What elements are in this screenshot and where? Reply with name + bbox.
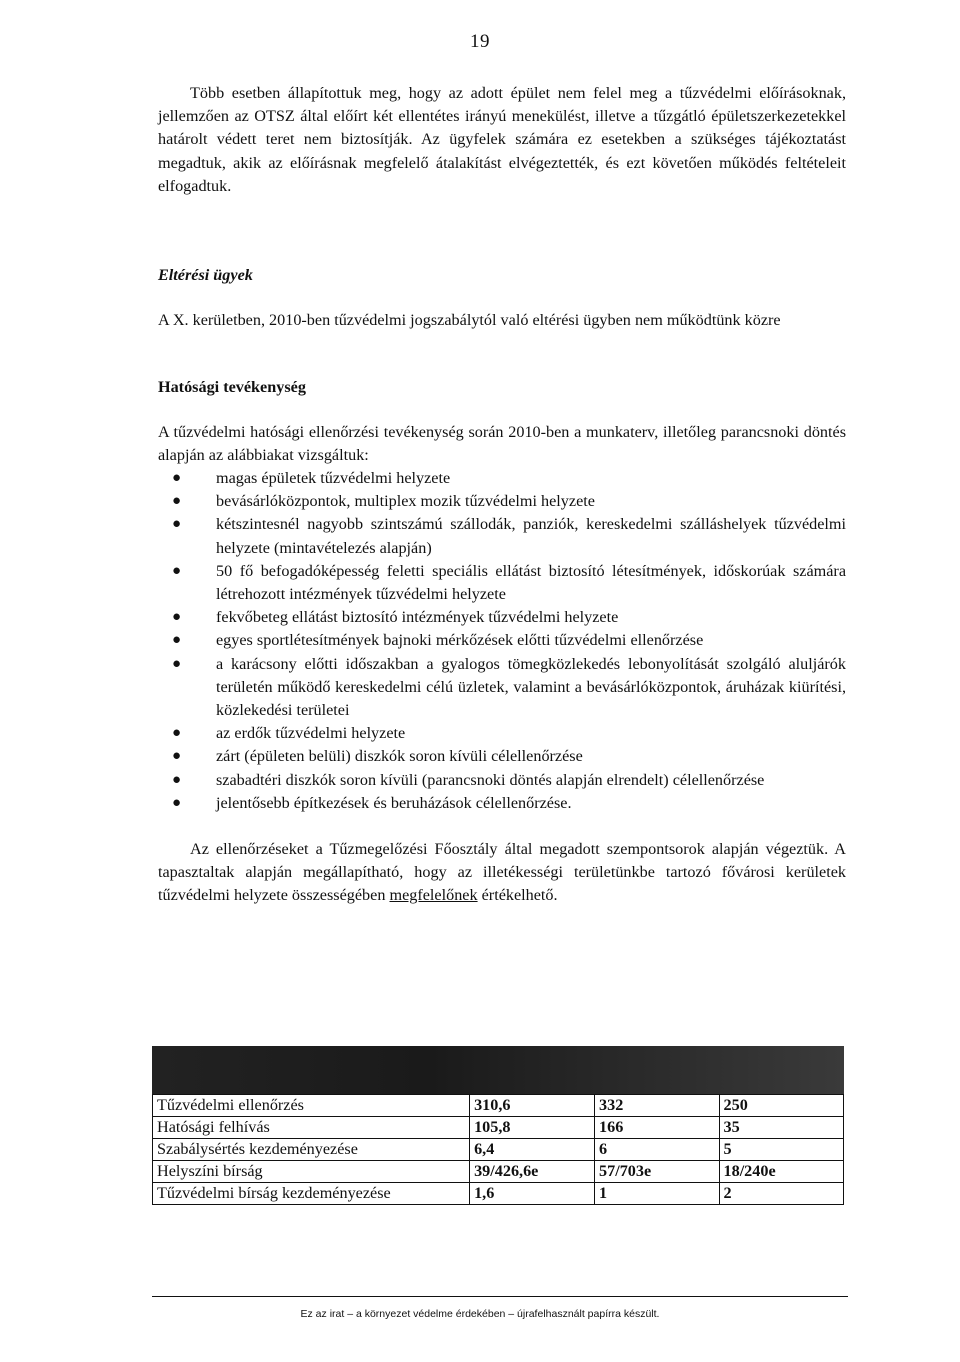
cell-value: 6 [595,1139,719,1161]
cell-value: 310,6 [470,1095,595,1117]
bullet-icon: ● [172,725,182,742]
table-row [153,1183,844,1205]
cell-value: 18/240e [719,1161,844,1183]
list-item [158,722,846,745]
list-item [158,467,846,490]
row-label: Tűzvédelmi ellenőrzés [153,1095,470,1117]
list-item-text: fekvőbeteg ellátást biztosító intézmények tűzvédelmi helyzete [216,608,619,627]
list-item [158,560,846,606]
footer-divider [152,1296,848,1297]
bullet-icon: ● [172,516,182,533]
table-row [153,1161,844,1183]
list-item [158,629,846,652]
spacer [158,815,846,838]
hatosagi-intro: A tűzvédelmi hatósági ellenőrzési tevékenység során 2010-ben a munkaterv, illetőleg parancsnoki döntés alapján az alábbiakat vizsgáltuk: [158,422,846,464]
list-item-text: kétszintesnél nagyobb szintszámú szállodák, panziók, kereskedelmi szálláshelyek tűzvédelmi helyzete (mintavételezés alapján) [216,515,846,557]
spacer [158,287,846,309]
table-header-band [152,1046,844,1094]
bullet-icon: ● [172,771,182,788]
list-item-text: szabadtéri diszkók soron kívüli (parancsnoki döntés alapján elrendelt) célellenőrzése [216,770,765,789]
list-item [158,490,846,513]
cell-value: 2 [719,1183,844,1205]
bullet-icon: ● [172,562,182,579]
bullet-icon: ● [172,655,182,672]
cell-value: 6,4 [470,1139,595,1161]
table-row [153,1139,844,1161]
bullet-icon: ● [172,609,182,626]
cell-value: 39/426,6e [470,1161,595,1183]
elteresi-text: A X. kerületben, 2010-ben tűzvédelmi jogszabálytól való eltérési ügyben nem működtünk közre [158,311,781,330]
list-item [158,792,846,815]
list-item-text: egyes sportlétesítmények bajnoki mérkőzések előtti tűzvédelmi ellenőrzése [216,631,704,650]
bullet-icon: ● [172,493,182,510]
list-item-text: magas épületek tűzvédelmi helyzete [216,469,451,488]
cell-value: 35 [719,1117,844,1139]
list-item [158,653,846,723]
list-item [158,745,846,768]
statistics-table [152,1046,844,1205]
closing-text-end: értékelhető. [477,886,558,905]
data-table [152,1094,844,1205]
closing-text: Az ellenőrzéseket a Tűzmegelőzési Főosztály által megadott szempontsorok alapján végeztük. A tapasztaltak alapján megállapítható, hogy az illetékességi területünkbe tartozó fővárosi kerületek tűzvédelmi helyzete összességében [158,840,846,905]
row-label: Szabálysértés kezdeményezése [153,1139,470,1161]
intro-paragraph: Több esetben állapítottuk meg, hogy az adott épület nem felel meg a tűzvédelmi előírásoknak, jellemzően az OTSZ által előírt két ellentétes irányú menekülést, illetve a tűzgátló épületszerkezetekkel határolt védett teret nem biztosítják. Az ügyfelek számára ez esetekben a szükséges tájékoztatást megadtuk, akik az előírásnak megfelelő átalakítást elvégeztették, és ezt követően működés feltételeit elfogadtuk. [158,84,846,195]
inspection-list [158,467,846,815]
cell-value: 250 [719,1095,844,1117]
hatosagi-title: Hatósági tevékenység [158,378,306,397]
cell-value: 105,8 [470,1117,595,1139]
list-item-text: bevásárlóközpontok, multiplex mozik tűzvédelmi helyzete [216,492,595,511]
closing-underlined: megfelelőnek [389,886,478,905]
spacer [158,400,846,421]
closing-paragraph [158,838,846,908]
table-row [153,1117,844,1139]
elteresi-title: Eltérési ügyek [158,266,253,285]
cell-value: 5 [719,1139,844,1161]
spacer [158,332,846,376]
cell-value: 1,6 [470,1183,595,1205]
spacer [158,198,846,264]
cell-value: 57/703e [595,1161,719,1183]
bullet-icon: ● [172,748,182,765]
bullet-icon: ● [172,470,182,487]
footer-note: Ez az irat – a környezet védelme érdekében – újrafelhasznált papírra készült. [300,1308,660,1320]
row-label: Hatósági felhívás [153,1117,470,1139]
list-item [158,769,846,792]
list-item [158,606,846,629]
table-row [153,1095,844,1117]
page-number: 19 [470,31,490,52]
cell-value: 1 [595,1183,719,1205]
list-item-text: jelentősebb építkezések és beruházások célellenőrzése. [216,793,572,812]
cell-value: 166 [595,1117,719,1139]
row-label: Tűzvédelmi bírság kezdeményezése [153,1183,470,1205]
list-item [158,513,846,559]
row-label: Helyszíni bírság [153,1161,470,1183]
list-item-text: a karácsony előtti időszakban a gyalogos tömegközlekedés lebonyolítását szolgáló aluljárók területén működő kereskedelmi célú üzletek, valamint a bevásárlóközpontok, áruházak kiürítési, közlekedési területei [216,654,846,720]
list-item-text: az erdők tűzvédelmi helyzete [216,724,406,743]
bullet-icon: ● [172,794,182,811]
list-item-text: 50 fő befogadóképesség feletti speciális ellátást biztosító létesítmények, időskorúak számára létrehozott intézmények tűzvédelmi helyzete [216,561,846,604]
document-body [158,82,846,908]
cell-value: 332 [595,1095,719,1117]
bullet-icon: ● [172,632,182,649]
list-item-text: zárt (épületen belüli) diszkók soron kívüli célellenőrzése [216,747,583,766]
